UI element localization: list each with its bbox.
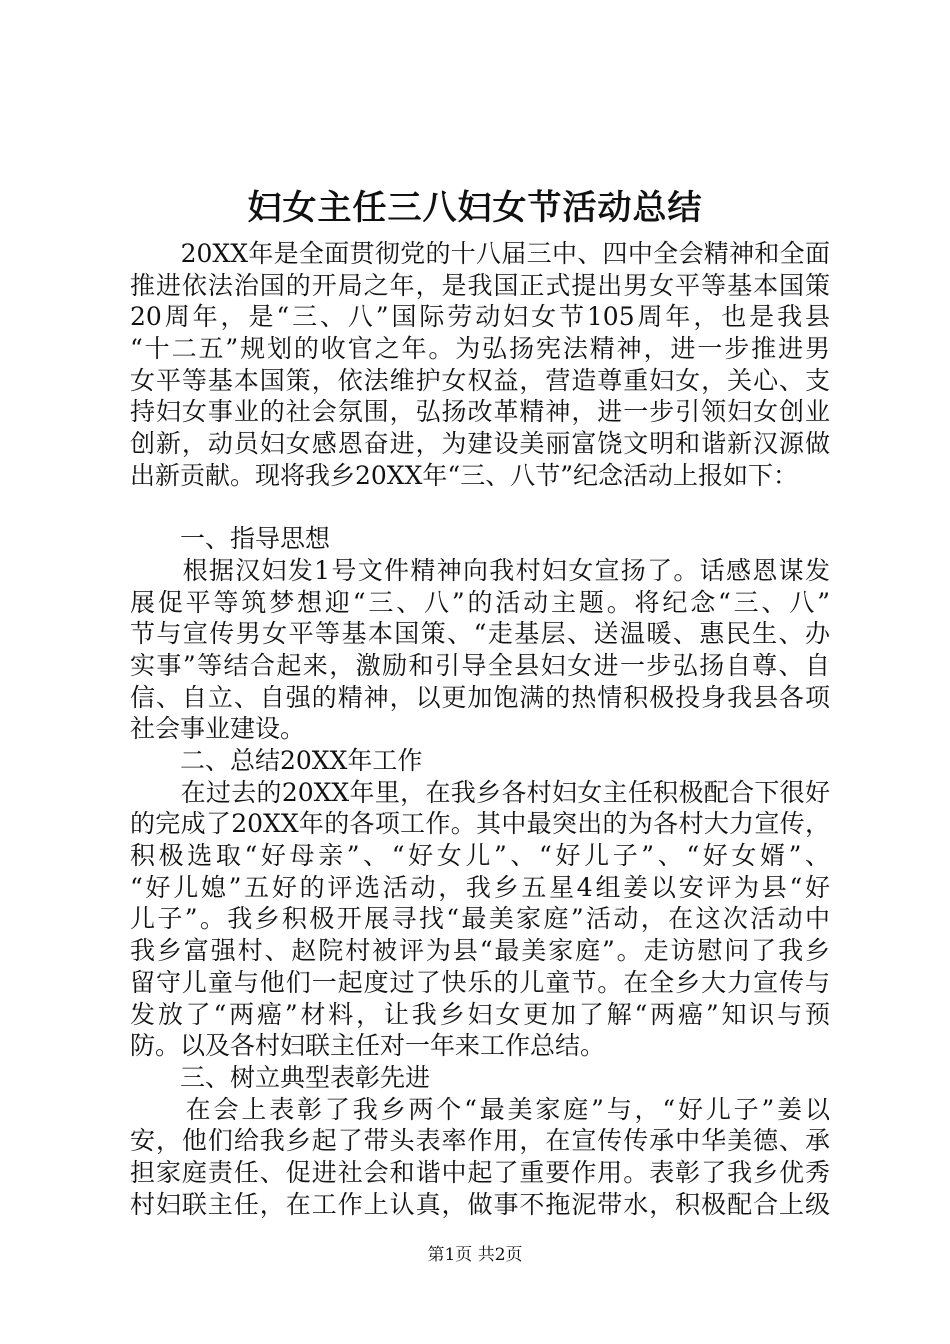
text-line: 的完成了20XX年的各项工作。其中最突出的为各村大力宣传， xyxy=(130,809,830,839)
document-body xyxy=(130,238,830,1220)
text-line: 女平等基本国策，依法维护女权益，营造尊重妇女，关心、支 xyxy=(130,365,830,395)
text-line: 积极选取“好母亲”、“好女儿”、“好儿子”、“好女婿”、 xyxy=(130,841,830,871)
text-line: 展促平等筑梦想迎“三、八”的活动主题。将纪念“三、八” xyxy=(130,587,830,617)
text-line: 在会上表彰了我乡两个“最美家庭”与，“好儿子”姜以 xyxy=(130,1094,830,1124)
text-line: 二、总结20XX年工作 xyxy=(130,746,423,775)
text-line: 根据汉妇发1号文件精神向我村妇女宣扬了。话感恩谋发 xyxy=(130,555,830,585)
text-line: 我乡富强村、赵院村被评为县“最美家庭”。走访慰问了我乡 xyxy=(130,936,830,966)
text-line: 在过去的20XX年里，在我乡各村妇女主任积极配合下很好 xyxy=(130,777,830,807)
document-title: 妇女主任三八妇女节活动总结 xyxy=(247,188,703,228)
text-line: 三、树立典型表彰先进 xyxy=(130,1062,431,1092)
text-line: 防。以及各村妇联主任对一年来工作总结。 xyxy=(130,1031,606,1061)
text-line: 出新贡献。现将我乡20XX年“三、八节”纪念活动上报如下： xyxy=(130,460,798,490)
text-line: 持妇女事业的社会氛围，弘扬改革精神，进一步引领妇女创业 xyxy=(130,397,830,427)
text-line: “好儿媳”五好的评选活动，我乡五星4组姜以安评为县“好 xyxy=(130,872,830,902)
text-line: 发放了“两癌”材料，让我乡妇女更加了解“两癌”知识与预 xyxy=(130,999,830,1029)
text-line: 实事”等结合起来，激励和引导全县妇女进一步弘扬自尊、自 xyxy=(130,650,830,680)
text-line: 社会事业建设。 xyxy=(130,714,306,744)
text-line: 留守儿童与他们一起度过了快乐的儿童节。在全乡大力宣传与 xyxy=(130,967,830,997)
text-line: 一、指导思想 xyxy=(130,524,331,554)
text-line: “十二五”规划的收官之年。为弘扬宪法精神，进一步推进男 xyxy=(130,334,830,364)
page-footer: 第1页 共2页 xyxy=(427,1245,523,1265)
text-line: 20XX年是全面贯彻党的十八届三中、四中全会精神和全面 xyxy=(130,239,830,268)
text-line: 安，他们给我乡起了带头表率作用，在宣传传承中华美德、承 xyxy=(130,1126,830,1156)
text-line: 20周年，是“三、八”国际劳动妇女节105周年，也是我县 xyxy=(130,302,830,332)
text-line: 儿子”。我乡积极开展寻找“最美家庭”活动，在这次活动中 xyxy=(130,904,830,934)
text-line: 节与宣传男女平等基本国策、“走基层、送温暖、惠民生、办 xyxy=(130,619,830,649)
text-line: 担家庭责任、促进社会和谐中起了重要作用。表彰了我乡优秀 xyxy=(130,1157,830,1187)
paragraph-gap xyxy=(130,492,830,524)
text-line: 创新，动员妇女感恩奋进，为建设美丽富饶文明和谐新汉源做 xyxy=(130,429,830,459)
text-line: 村妇联主任，在工作上认真，做事不拖泥带水，积极配合上级 xyxy=(130,1189,830,1219)
text-line: 推进依法治国的开局之年，是我国正式提出男女平等基本国策 xyxy=(130,270,830,300)
text-line: 信、自立、自强的精神，以更加饱满的热情积极投身我县各项 xyxy=(130,682,830,712)
